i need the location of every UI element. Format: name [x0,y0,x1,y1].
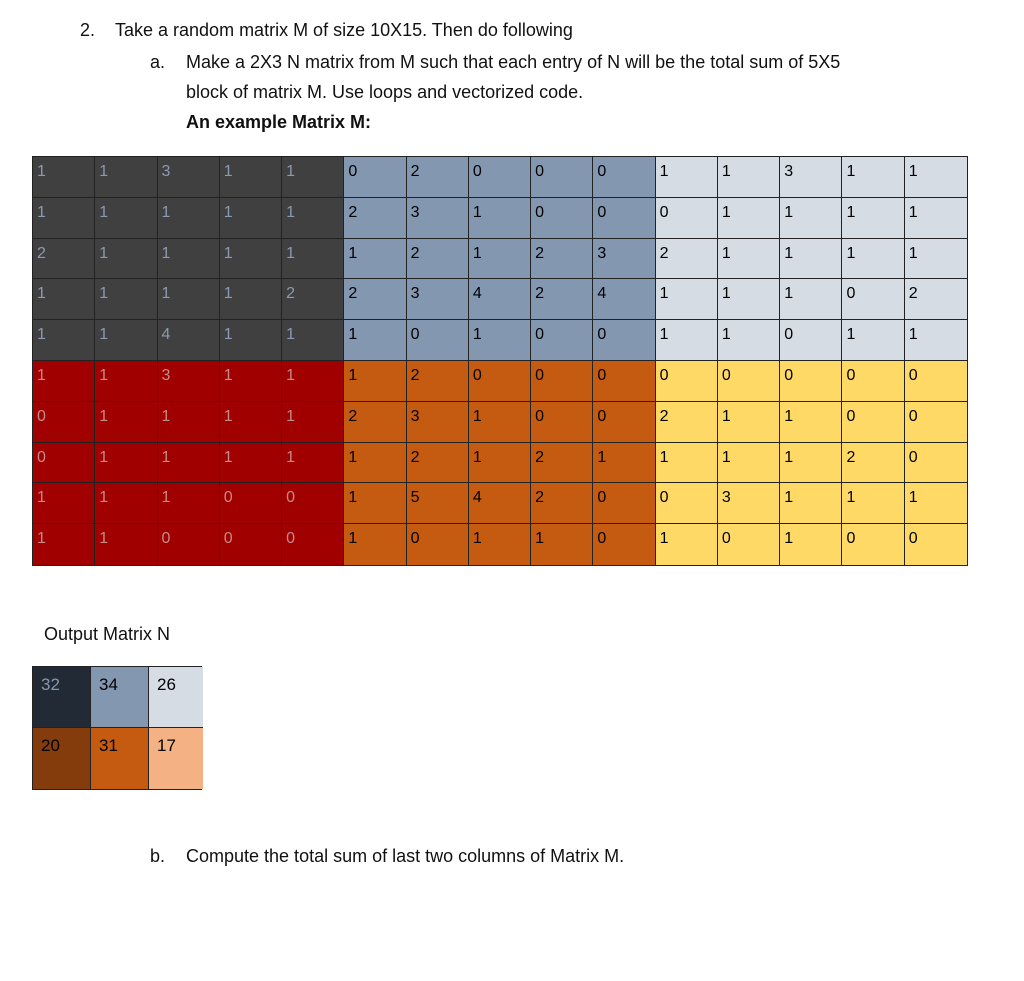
matrix-m-cell: 0 [656,198,718,239]
matrix-m-cell: 0 [593,483,655,524]
matrix-m-cell: 1 [344,524,406,565]
matrix-m-cell: 0 [905,524,967,565]
matrix-m-cell: 1 [780,483,842,524]
part-b-text: Compute the total sum of last two columns of Matrix M. [186,846,625,866]
matrix-m-cell: 1 [469,443,531,484]
matrix-m-cell: 1 [656,443,718,484]
part-b-label: b. [150,846,166,866]
matrix-m-cell: 0 [282,483,344,524]
matrix-m-cell: 0 [780,361,842,402]
matrix-m-cell: 1 [780,402,842,443]
matrix-m-cell: 3 [718,483,780,524]
matrix-m-cell: 4 [469,279,531,320]
matrix-m-cell: 2 [842,443,904,484]
matrix-m-cell: 0 [656,483,718,524]
matrix-m-cell: 4 [158,320,220,361]
matrix-m-cell: 1 [95,361,157,402]
matrix-n-cell: 34 [91,667,149,728]
matrix-m-cell: 0 [593,361,655,402]
matrix-m-cell: 0 [593,198,655,239]
matrix-m-cell: 0 [407,524,469,565]
matrix-m-cell: 1 [95,157,157,198]
matrix-m-cell: 1 [282,443,344,484]
matrix-m-cell: 0 [531,320,593,361]
matrix-m-cell: 1 [842,320,904,361]
matrix-m-cell: 2 [407,443,469,484]
matrix-m-cell: 0 [905,361,967,402]
example-matrix-m [32,156,968,566]
matrix-m-cell: 1 [905,198,967,239]
matrix-m-cell: 0 [407,320,469,361]
matrix-n-cell: 17 [149,728,203,789]
matrix-m-cell: 1 [95,239,157,280]
matrix-m-cell: 1 [282,320,344,361]
matrix-m-cell: 0 [220,483,282,524]
part-a-label: a. [150,52,166,72]
matrix-m-cell: 1 [469,320,531,361]
matrix-m-cell: 1 [282,198,344,239]
matrix-m-cell: 1 [282,157,344,198]
matrix-m-cell: 1 [905,483,967,524]
matrix-m-cell: 1 [220,279,282,320]
matrix-m-cell: 0 [842,524,904,565]
matrix-m-cell: 0 [905,402,967,443]
example-title: An example Matrix M: [186,112,372,132]
matrix-m-cell: 1 [158,198,220,239]
matrix-m-cell: 1 [158,483,220,524]
matrix-m-cell: 1 [220,402,282,443]
matrix-m-cell: 1 [842,483,904,524]
matrix-m-cell: 1 [718,402,780,443]
matrix-m-cell: 1 [469,198,531,239]
matrix-m-cell: 1 [469,402,531,443]
matrix-m-cell: 3 [407,402,469,443]
matrix-m-cell: 1 [718,443,780,484]
matrix-m-cell: 1 [469,524,531,565]
matrix-m-cell: 1 [656,157,718,198]
matrix-m-cell: 1 [282,361,344,402]
matrix-m-cell: 2 [531,279,593,320]
matrix-m-cell: 2 [344,198,406,239]
matrix-m-cell: 1 [158,279,220,320]
matrix-m-cell: 0 [531,361,593,402]
output-matrix-n [32,666,202,790]
matrix-m-cell: 5 [407,483,469,524]
matrix-m-cell: 0 [905,443,967,484]
matrix-m-cell: 1 [842,198,904,239]
matrix-m-cell: 1 [33,198,95,239]
matrix-m-cell: 2 [531,443,593,484]
matrix-m-cell: 0 [593,524,655,565]
matrix-m-cell: 1 [656,279,718,320]
matrix-m-cell: 2 [905,279,967,320]
matrix-m-cell: 1 [282,239,344,280]
matrix-m-cell: 3 [780,157,842,198]
matrix-n-cell: 31 [91,728,149,789]
matrix-m-cell: 1 [220,443,282,484]
matrix-m-cell: 2 [344,402,406,443]
matrix-m-cell: 0 [593,402,655,443]
matrix-m-cell: 1 [344,443,406,484]
matrix-m-cell: 4 [593,279,655,320]
matrix-m-cell: 1 [344,483,406,524]
matrix-m-cell: 2 [656,239,718,280]
matrix-m-cell: 1 [33,157,95,198]
matrix-m-cell: 2 [33,239,95,280]
matrix-m-cell: 1 [718,320,780,361]
matrix-m-cell: 0 [531,157,593,198]
matrix-m-cell: 0 [33,443,95,484]
matrix-m-cell: 0 [842,402,904,443]
matrix-m-cell: 1 [842,157,904,198]
matrix-m-cell: 1 [344,361,406,402]
matrix-m-cell: 2 [407,239,469,280]
matrix-m-cell: 0 [780,320,842,361]
matrix-m-cell: 1 [780,198,842,239]
matrix-n-cell: 32 [33,667,91,728]
matrix-m-cell: 0 [593,320,655,361]
matrix-m-cell: 1 [95,483,157,524]
matrix-m-cell: 1 [842,239,904,280]
matrix-m-cell: 1 [33,279,95,320]
matrix-m-cell: 2 [531,239,593,280]
matrix-m-cell: 0 [842,361,904,402]
matrix-m-cell: 0 [656,361,718,402]
matrix-m-cell: 0 [718,361,780,402]
matrix-m-cell: 1 [95,443,157,484]
matrix-m-cell: 1 [905,239,967,280]
part-a-line-2: block of matrix M. Use loops and vectorized code. [186,82,584,102]
matrix-m-cell: 1 [718,279,780,320]
part-a-line-1: Make a 2X3 N matrix from M such that each entry of N will be the total sum of 5X5 [186,52,841,72]
matrix-m-cell: 0 [33,402,95,443]
matrix-m-cell: 2 [656,402,718,443]
matrix-m-cell: 0 [158,524,220,565]
matrix-m-cell: 3 [158,157,220,198]
matrix-m-cell: 1 [780,524,842,565]
matrix-m-cell: 1 [220,198,282,239]
matrix-m-cell: 1 [158,239,220,280]
matrix-m-cell: 1 [95,279,157,320]
question-text: Take a random matrix M of size 10X15. Then do following [115,20,573,40]
matrix-m-cell: 1 [282,402,344,443]
matrix-m-cell: 2 [407,361,469,402]
matrix-m-cell: 1 [220,320,282,361]
matrix-m-cell: 1 [593,443,655,484]
matrix-m-cell: 1 [220,361,282,402]
matrix-m-cell: 2 [531,483,593,524]
matrix-m-cell: 1 [95,320,157,361]
matrix-m-cell: 2 [344,279,406,320]
matrix-m-cell: 0 [593,157,655,198]
matrix-m-cell: 1 [718,198,780,239]
matrix-m-cell: 2 [407,157,469,198]
matrix-m-cell: 1 [656,320,718,361]
matrix-m-cell: 1 [656,524,718,565]
matrix-m-cell: 0 [469,361,531,402]
matrix-m-cell: 0 [344,157,406,198]
matrix-m-cell: 0 [718,524,780,565]
matrix-m-cell: 1 [33,524,95,565]
matrix-m-cell: 1 [905,320,967,361]
matrix-m-cell: 0 [531,198,593,239]
matrix-m-cell: 1 [158,443,220,484]
matrix-m-cell: 0 [282,524,344,565]
matrix-m-cell: 1 [469,239,531,280]
matrix-m-cell: 1 [780,279,842,320]
matrix-m-cell: 3 [593,239,655,280]
matrix-m-cell: 3 [158,361,220,402]
matrix-m-cell: 1 [344,239,406,280]
matrix-m-cell: 3 [407,279,469,320]
matrix-m-cell: 0 [842,279,904,320]
matrix-m-cell: 1 [905,157,967,198]
matrix-m-cell: 1 [33,361,95,402]
matrix-m-cell: 0 [531,402,593,443]
matrix-m-cell: 1 [220,157,282,198]
matrix-m-cell: 1 [95,524,157,565]
matrix-n-cell: 26 [149,667,203,728]
matrix-m-cell: 1 [718,239,780,280]
matrix-m-cell: 1 [531,524,593,565]
output-title: Output Matrix N [44,624,171,644]
matrix-m-cell: 4 [469,483,531,524]
matrix-m-cell: 1 [344,320,406,361]
matrix-m-cell: 0 [469,157,531,198]
matrix-m-cell: 1 [718,157,780,198]
matrix-m-cell: 1 [95,198,157,239]
matrix-m-cell: 0 [220,524,282,565]
matrix-n-cell: 20 [33,728,91,789]
matrix-m-cell: 1 [33,483,95,524]
matrix-m-cell: 3 [407,198,469,239]
matrix-m-cell: 1 [33,320,95,361]
matrix-m-cell: 2 [282,279,344,320]
matrix-m-cell: 1 [780,239,842,280]
matrix-m-cell: 1 [158,402,220,443]
question-number: 2. [80,20,96,40]
matrix-m-cell: 1 [780,443,842,484]
matrix-m-cell: 1 [220,239,282,280]
matrix-m-cell: 1 [95,402,157,443]
